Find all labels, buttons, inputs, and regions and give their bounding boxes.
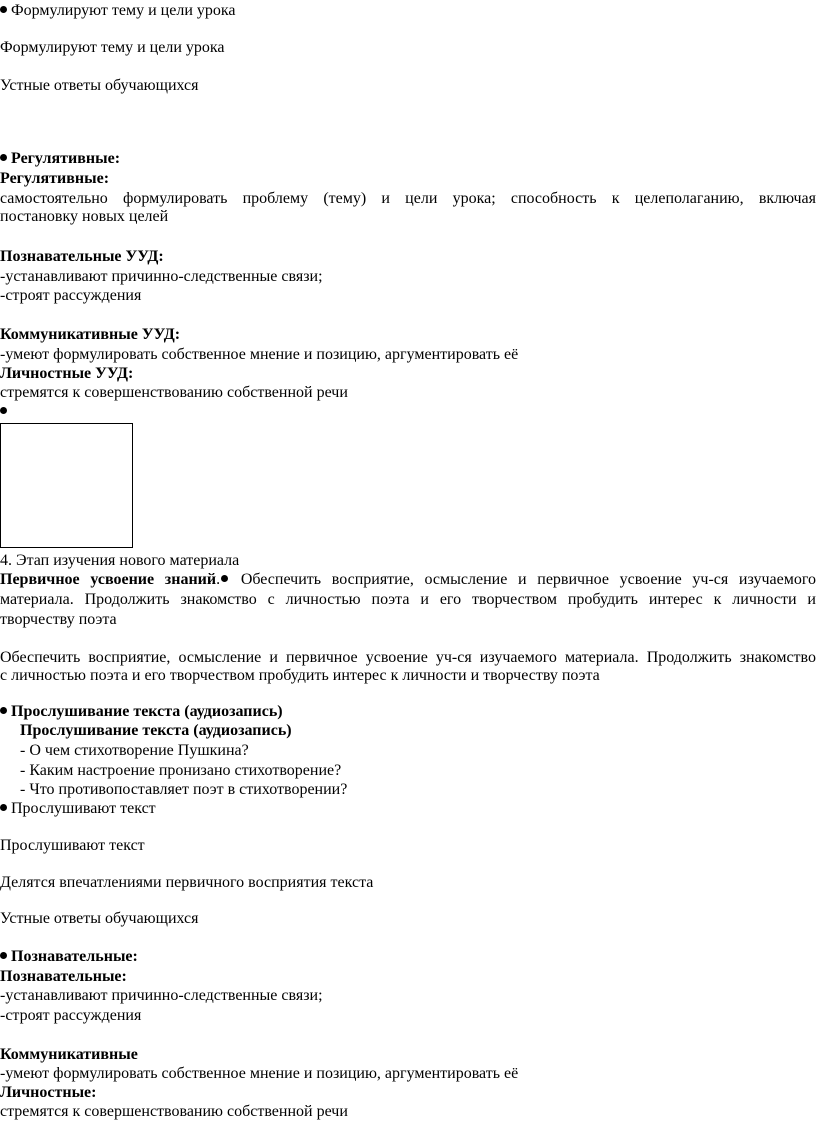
bullet-heading [0, 948, 816, 966]
image-placeholder [0, 423, 133, 548]
list-item: -устанавливают причинно-следственные связи; [0, 268, 323, 285]
bullet-icon [0, 154, 7, 161]
heading: Коммуникативные [0, 1046, 138, 1063]
paragraph: самостоятельно формулировать проблему (тему) и цели урока; способность к целеполаганию, включая [0, 190, 816, 207]
paragraph: постановку новых целей [0, 208, 169, 225]
bullet-heading [0, 703, 816, 721]
list-item: -умеют формулировать собственное мнение и позицию, аргументировать её [0, 1065, 519, 1082]
bullet-icon [221, 575, 228, 582]
paragraph: Первичное усвоение знаний. Обеспечить восприятие, осмысление и первичное усвоение уч-ся изучаемого [0, 571, 816, 588]
text: Прослушивают текст [11, 800, 156, 817]
paragraph: Делятся впечатлениями первичного восприятия текста [0, 874, 374, 891]
heading: Познавательные: [0, 968, 127, 985]
bullet-line [0, 403, 816, 421]
list-item: -строят рассуждения [0, 1007, 142, 1024]
text: Прослушивание текста (аудиозапись) [11, 703, 283, 720]
text: Регулятивные: [11, 150, 121, 167]
bold-text: Первичное усвоение знаний [0, 571, 217, 588]
question: - О чем стихотворение Пушкина? [20, 742, 249, 759]
paragraph: материала. Продолжить знакомство с личностью поэта и его творчеством пробудить интерес к личности и [0, 591, 816, 608]
bullet-icon [0, 952, 7, 959]
paragraph: Устные ответы обучающихся [0, 77, 199, 94]
heading: Личностные: [0, 1084, 97, 1101]
bullet-icon [0, 407, 7, 414]
text: Формулируют тему и цели урока [11, 2, 236, 19]
list-item: -умеют формулировать собственное мнение и позицию, аргументировать её [0, 346, 519, 363]
stage-title: 4. Этап изучения нового материала [0, 552, 240, 569]
paragraph: Формулируют тему и цели урока [0, 39, 225, 56]
bullet-line [0, 2, 816, 20]
text: Познавательные: [11, 948, 138, 965]
bullet-icon [0, 6, 7, 13]
paragraph: творчеству поэта [0, 611, 117, 628]
paragraph: Прослушивают текст [0, 837, 145, 854]
bullet-heading [0, 150, 816, 168]
bullet-icon [0, 707, 7, 714]
paragraph: Обеспечить восприятие, осмысление и первичное усвоение уч-ся изучаемого материала. Продолжить знакомство [0, 649, 816, 666]
heading: Прослушивание текста (аудиозапись) [20, 722, 292, 739]
text: Обеспечить восприятие, осмысление и первичное усвоение уч-ся изучаемого [230, 571, 816, 588]
heading: Личностные УУД: [0, 365, 134, 382]
paragraph: с личностью поэта и его творчеством пробудить интерес к личности и творчеству поэта [0, 667, 600, 684]
bullet-icon [0, 804, 7, 811]
list-item: -строят рассуждения [0, 287, 142, 304]
heading: Коммуникативные УУД: [0, 326, 181, 343]
question: - Каким настроение пронизано стихотворение? [20, 762, 342, 779]
bullet-line [0, 800, 816, 818]
question: - Что противопоставляет поэт в стихотворении? [20, 781, 348, 798]
heading: Регулятивные: [0, 170, 110, 187]
paragraph: Устные ответы обучающихся [0, 910, 199, 927]
heading: Познавательные УУД: [0, 248, 164, 265]
list-item: стремятся к совершенствованию собственной речи [0, 384, 348, 401]
list-item: стремятся к совершенствованию собственной речи [0, 1103, 348, 1120]
list-item: -устанавливают причинно-следственные связи; [0, 987, 323, 1004]
